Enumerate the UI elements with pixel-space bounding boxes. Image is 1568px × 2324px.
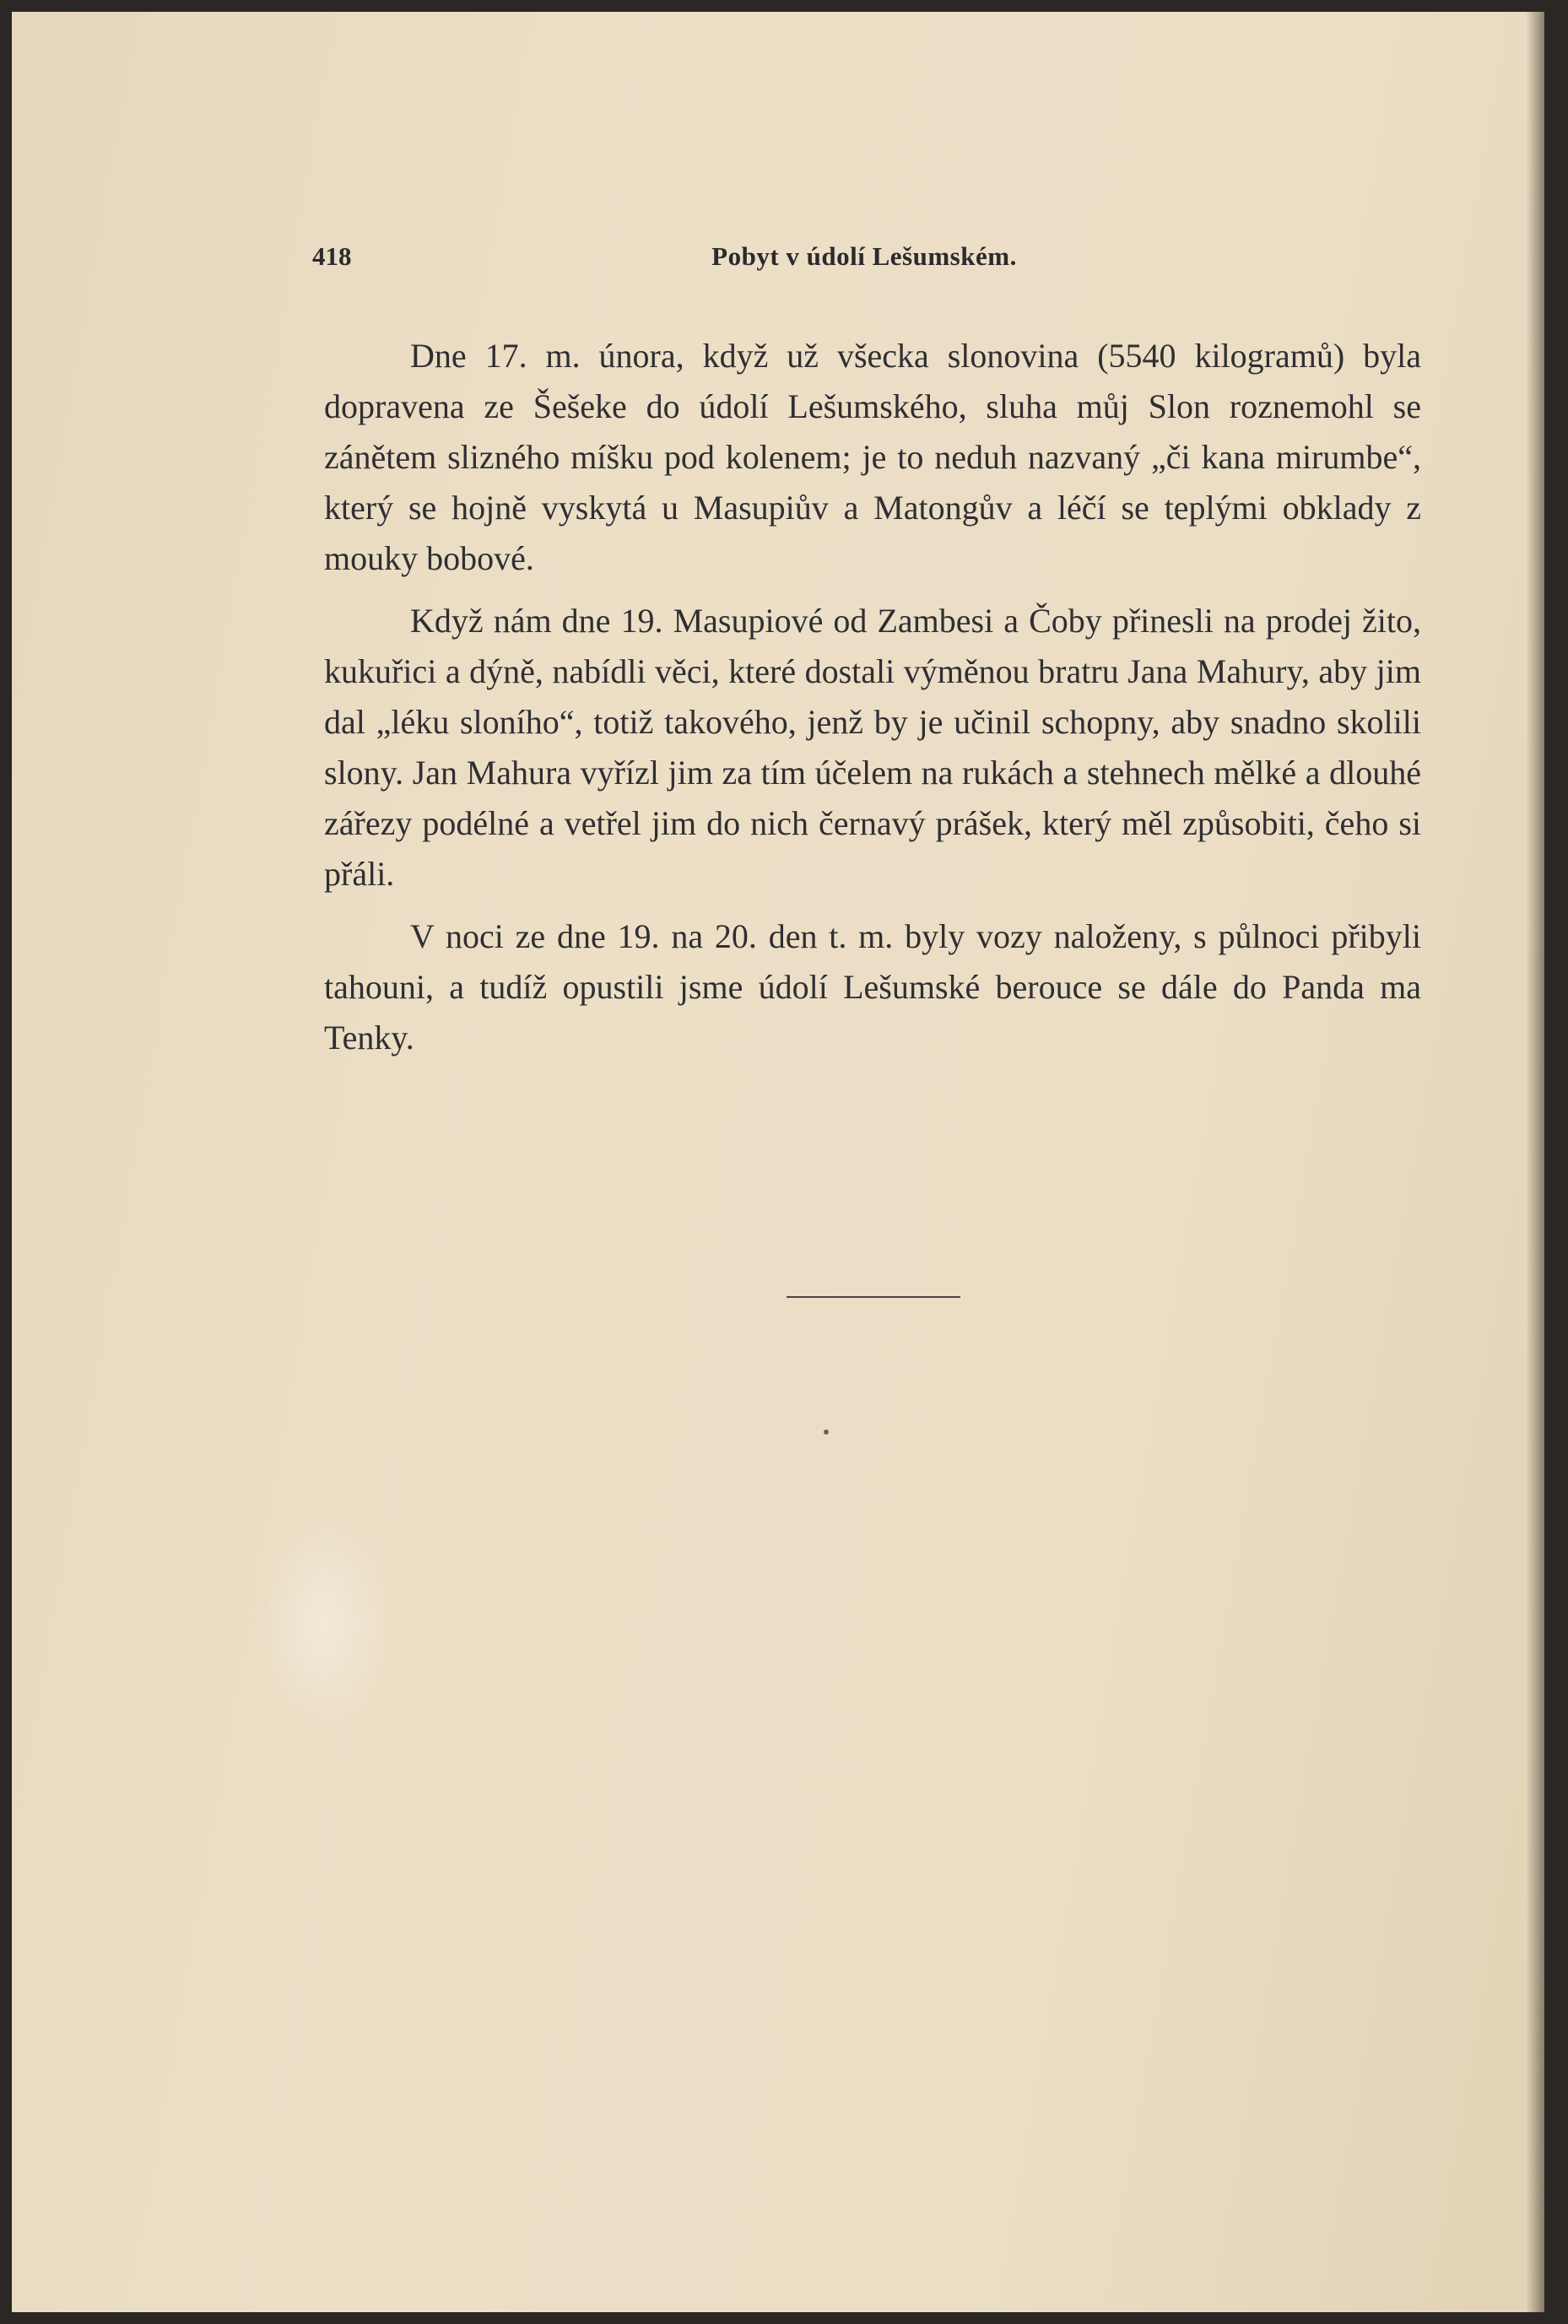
running-head: Pobyt v údolí Lešumském. [711, 241, 1017, 271]
book-page [12, 12, 1544, 2312]
page-edge-shadow [1526, 12, 1544, 2312]
paragraph: Když nám dne 19. Masupiové od Zambesi a Čoby přinesli na prodej žito, kukuřici a dýně, nabídli věci, které dostali výměnou bratru Jana Mahury, aby jim dal „léku sloního“, totiž takového, jenž by je učinil schopny, aby snadno skolili slony. Jan Mahura vyřízl jim za tím účelem na rukách a stehnech mělké a dlouhé zářezy podélné a vetřel jim do nich černavý prášek, který měl způsobiti, čeho si přáli. [324, 602, 1421, 893]
ink-speck [824, 1430, 829, 1435]
page-header [307, 241, 1421, 284]
paragraph: V noci ze dne 19. na 20. den t. m. byly vozy naloženy, s půlnoci přibyli tahouni, a tudíž opustili jsme údolí Lešumské berouce se dále do Panda ma Tenky. [324, 917, 1421, 1057]
body-text [324, 331, 1421, 1075]
page-number: 418 [312, 241, 352, 271]
paragraph: Dne 17. m. února, když už všecka slonovina (5540 kilogramů) byla dopravena ze Šešeke do údolí Lešumského, sluha můj Slon roznemohl se zánětem slizného míšku pod kolenem; je to neduh nazvaný „či kana mirumbe“, který se hojně vyskytá u Masupiův a Matongův a léčí se teplými obklady z mouky bobové. [324, 337, 1421, 577]
section-end-rule [787, 1296, 960, 1298]
paper-stain [257, 1514, 392, 1733]
